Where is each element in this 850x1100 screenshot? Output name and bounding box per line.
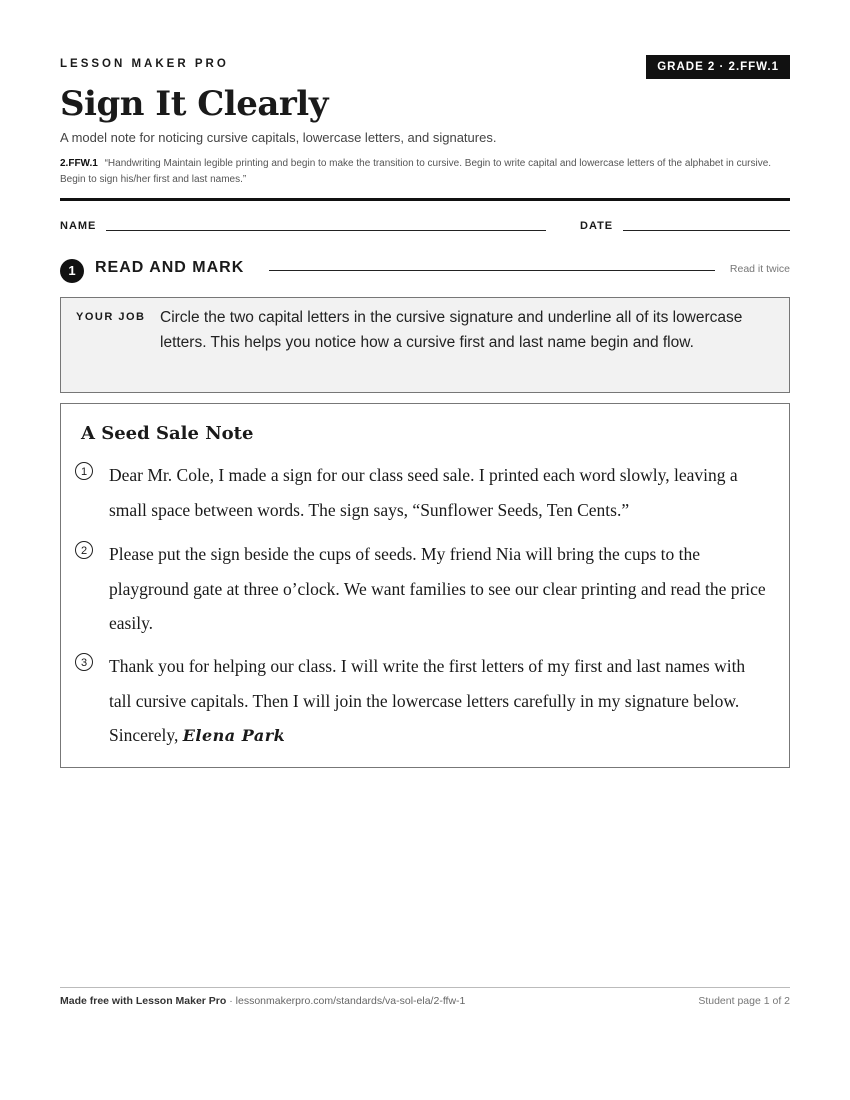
grade-badge: GRADE 2 · 2.FFW.1 <box>646 55 790 79</box>
paragraph-number: 3 <box>75 653 93 671</box>
brand-name: LESSON MAKER PRO <box>60 58 229 70</box>
standard-text: “Handwriting Maintain legible printing and begin to make the transition to cursive. Begin to write capital and lowercase letters of the alphabet in cursive. Begin to sign his/her first and last names.” <box>60 158 772 185</box>
paragraph-text <box>109 649 769 754</box>
page-title: Sign It Clearly <box>60 84 328 124</box>
section-title: READ AND MARK <box>95 259 245 276</box>
passage-title: A Seed Sale Note <box>81 423 254 444</box>
top-bar <box>60 55 790 79</box>
date-label: DATE <box>580 220 614 232</box>
paragraph-body: Thank you for helping our class. I will write the first letters of my first and last names with tall cursive capitals. Then I will join the lowercase letters carefully in my signature below. Sincerely, <box>109 656 746 745</box>
paragraph-text: Please put the sign beside the cups of seeds. My friend Nia will bring the cups to the playground gate at three o’clock. We want families to see our clear printing and read the price easily. <box>109 544 766 633</box>
footer-url[interactable]: · lessonmakerpro.com/standards/va-sol-ela/2-ffw-1 <box>226 995 466 1007</box>
section-note: Read it twice <box>729 263 790 275</box>
name-label: NAME <box>60 220 97 232</box>
paragraph-number: 2 <box>75 541 93 559</box>
section-header <box>60 257 790 283</box>
footer-credit <box>60 995 465 1007</box>
standard-statement <box>60 156 790 188</box>
date-field[interactable] <box>623 230 790 231</box>
cursive-signature: Elena Park <box>182 726 286 745</box>
footer-made-with: Made free with Lesson Maker Pro <box>60 995 227 1007</box>
paragraph-text: Dear Mr. Cole, I made a sign for our class seed sale. I printed each word slowly, leaving a small space between words. The sign says, “Sunflower Seeds, Ten Cents.” <box>109 465 738 520</box>
paragraph-number: 1 <box>75 462 93 480</box>
reading-passage <box>60 403 790 768</box>
section-rule <box>269 270 715 271</box>
standard-code: 2.FFW.1 <box>60 158 98 169</box>
page-number: Student page 1 of 2 <box>698 995 790 1007</box>
header-divider <box>60 198 790 201</box>
your-job-label: YOUR JOB <box>76 311 146 323</box>
name-field[interactable] <box>106 230 546 231</box>
worksheet-page <box>60 0 790 1100</box>
section-number-badge: 1 <box>60 259 84 283</box>
your-job-box <box>60 297 790 393</box>
footer-divider <box>60 987 790 988</box>
your-job-text: Circle the two capital letters in the cursive signature and underline all of its lowercase letters. This helps you notice how a cursive first and last name begin and flow. <box>160 309 743 351</box>
page-subtitle: A model note for noticing cursive capitals, lowercase letters, and signatures. <box>60 130 497 145</box>
